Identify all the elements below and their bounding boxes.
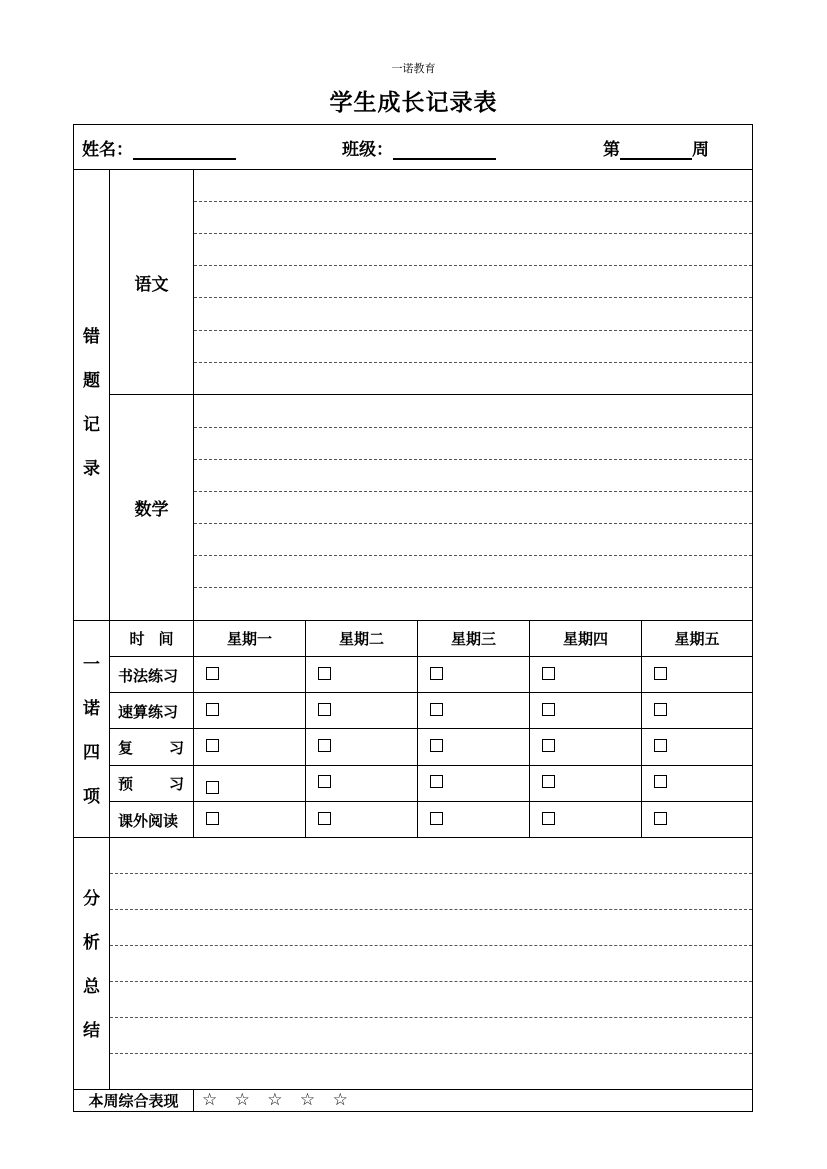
- math-writing-line[interactable]: [194, 427, 752, 428]
- checkbox-review-fri[interactable]: [654, 739, 667, 752]
- checkbox-reading-mon[interactable]: [206, 812, 219, 825]
- rating-stars[interactable]: ☆ ☆ ☆ ☆ ☆: [202, 1090, 354, 1110]
- week-blank[interactable]: [620, 138, 692, 160]
- checkbox-calligraphy-thu[interactable]: [542, 667, 555, 680]
- overall-label: 本周综合表现: [88, 1092, 179, 1110]
- header-divider: [74, 169, 752, 170]
- tasks-row-line: [109, 728, 752, 729]
- week-suffix: 周: [692, 140, 709, 160]
- chinese-writing-line[interactable]: [194, 362, 752, 363]
- chinese-writing-line[interactable]: [194, 297, 752, 298]
- activity-calligraphy: 书法练习: [118, 667, 179, 685]
- overall-divider: [193, 1089, 194, 1111]
- checkbox-preview-fri[interactable]: [654, 775, 667, 788]
- activity-reading: 课外阅读: [118, 812, 179, 830]
- summary-section-label: 分 析 总 结: [83, 889, 100, 1041]
- chinese-label: 语文: [134, 274, 169, 295]
- tasks-row-line: [109, 765, 752, 766]
- checkbox-mental-math-tue[interactable]: [318, 703, 331, 716]
- record-sheet: [73, 124, 753, 1112]
- checkbox-mental-math-fri[interactable]: [654, 703, 667, 716]
- day-header-fri: 星期五: [674, 630, 720, 648]
- class-label: 班级：: [342, 140, 393, 160]
- summary-writing-line[interactable]: [110, 1053, 752, 1054]
- errors-section-label: 错 题 记 录: [83, 327, 100, 479]
- day-header-tue: 星期二: [338, 630, 384, 648]
- math-writing-line[interactable]: [194, 523, 752, 524]
- name-blank[interactable]: [133, 138, 236, 160]
- checkbox-reading-tue[interactable]: [318, 812, 331, 825]
- chinese-writing-line[interactable]: [194, 265, 752, 266]
- name-label: 姓名：: [82, 140, 133, 160]
- checkbox-calligraphy-fri[interactable]: [654, 667, 667, 680]
- activity-preview: 预 习: [118, 775, 184, 793]
- week-field[interactable]: [603, 135, 709, 160]
- math-writing-line[interactable]: [194, 491, 752, 492]
- chinese-writing-line[interactable]: [194, 233, 752, 234]
- checkbox-reading-wed[interactable]: [430, 812, 443, 825]
- checkbox-calligraphy-mon[interactable]: [206, 667, 219, 680]
- subject-divider: [109, 394, 752, 395]
- math-writing-line[interactable]: [194, 459, 752, 460]
- class-blank[interactable]: [393, 138, 496, 160]
- checkbox-mental-math-thu[interactable]: [542, 703, 555, 716]
- checkbox-mental-math-wed[interactable]: [430, 703, 443, 716]
- checkbox-calligraphy-wed[interactable]: [430, 667, 443, 680]
- page-title: 学生成长记录表: [329, 90, 498, 116]
- day-header-mon: 星期一: [226, 630, 272, 648]
- checkbox-review-mon[interactable]: [206, 739, 219, 752]
- tasks-row-line: [109, 656, 752, 657]
- chinese-writing-line[interactable]: [194, 330, 752, 331]
- math-writing-line[interactable]: [194, 587, 752, 588]
- tasks-section-bottom: [74, 837, 752, 838]
- checkbox-preview-mon[interactable]: [206, 781, 219, 794]
- checkbox-mental-math-mon[interactable]: [206, 703, 219, 716]
- activity-review: 复 习: [118, 739, 184, 757]
- day-header-thu: 星期四: [562, 630, 608, 648]
- label-column-divider: [193, 169, 194, 837]
- math-label: 数学: [134, 499, 169, 520]
- checkbox-calligraphy-tue[interactable]: [318, 667, 331, 680]
- summary-writing-line[interactable]: [110, 981, 752, 982]
- class-field[interactable]: [342, 135, 496, 160]
- checkbox-preview-thu[interactable]: [542, 775, 555, 788]
- tasks-row-line: [109, 692, 752, 693]
- tasks-section-label: 一 诺 四 项: [83, 655, 100, 807]
- org-name: 一诺教育: [391, 62, 436, 75]
- name-field[interactable]: [82, 135, 236, 160]
- tasks-row-line: [109, 801, 752, 802]
- summary-writing-line[interactable]: [110, 873, 752, 874]
- chinese-writing-line[interactable]: [194, 201, 752, 202]
- checkbox-reading-fri[interactable]: [654, 812, 667, 825]
- checkbox-review-tue[interactable]: [318, 739, 331, 752]
- checkbox-preview-tue[interactable]: [318, 775, 331, 788]
- week-prefix: 第: [603, 140, 620, 160]
- checkbox-preview-wed[interactable]: [430, 775, 443, 788]
- activity-mental-math: 速算练习: [118, 703, 179, 721]
- math-writing-line[interactable]: [194, 555, 752, 556]
- day-header-wed: 星期三: [450, 630, 496, 648]
- checkbox-review-wed[interactable]: [430, 739, 443, 752]
- checkbox-reading-thu[interactable]: [542, 812, 555, 825]
- summary-writing-line[interactable]: [110, 945, 752, 946]
- time-header: 时 间: [129, 630, 174, 648]
- summary-writing-line[interactable]: [110, 1017, 752, 1018]
- summary-writing-line[interactable]: [110, 909, 752, 910]
- checkbox-review-thu[interactable]: [542, 739, 555, 752]
